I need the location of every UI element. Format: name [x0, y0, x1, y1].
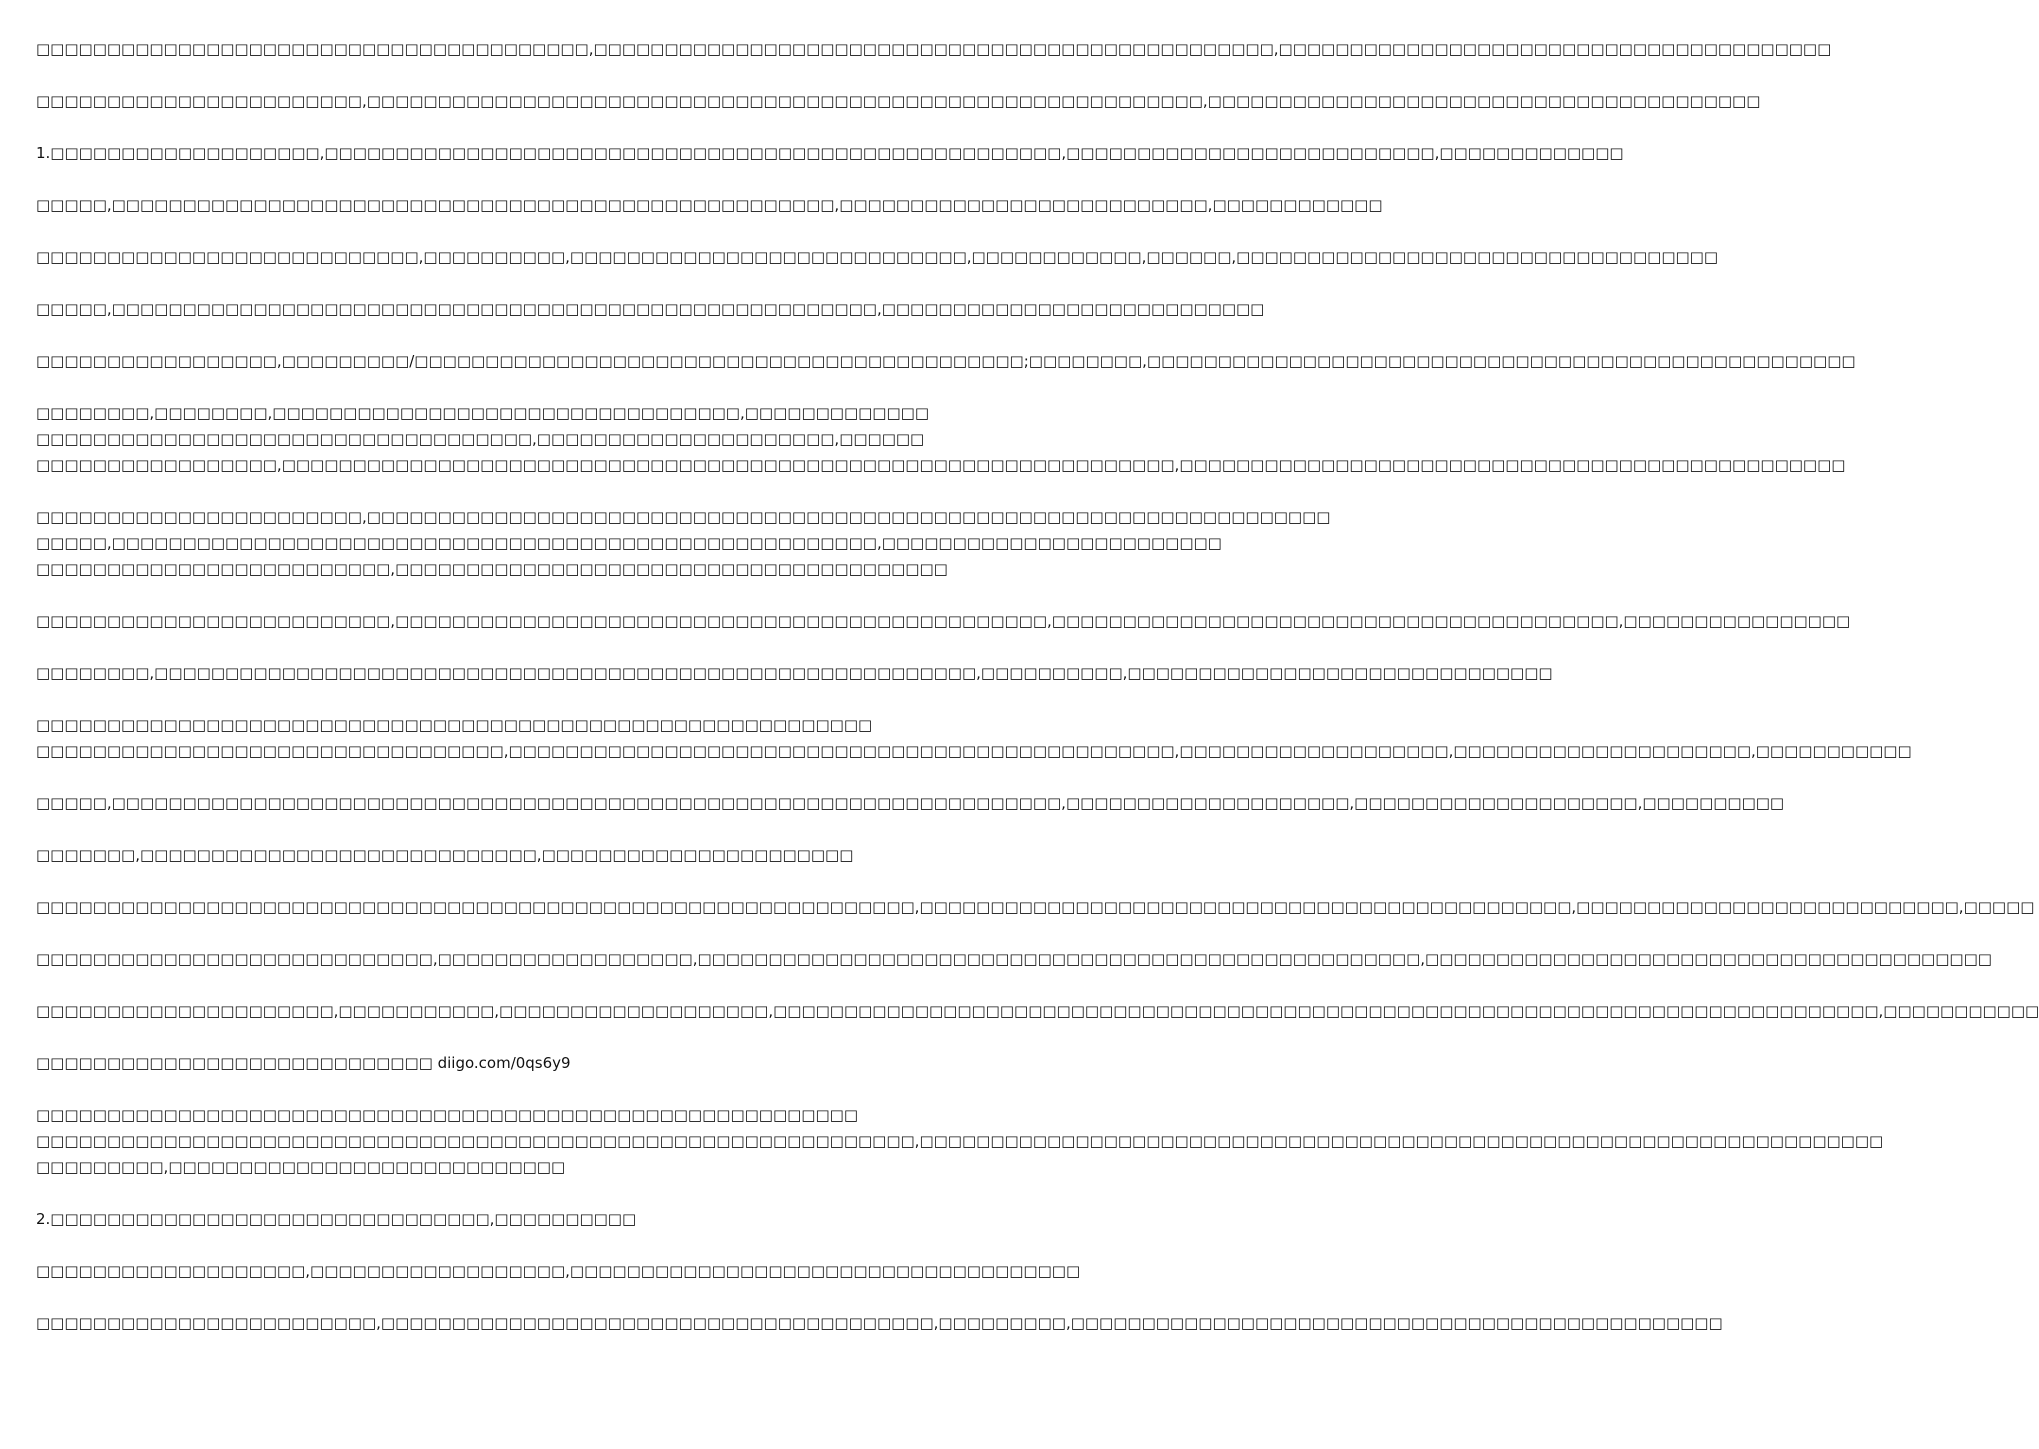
paragraph	[36, 790, 1785, 816]
paragraph	[36, 296, 1265, 322]
text-line: □□□□□,□□□□□□□□□□□□□□□□□□□□□□□□□□□□□□□□□□□□□□□□□□□□□□□□□□□,□□□□□□□□□□□□□□□□□□□□□□□□□□,□□□□□□□□□□□□	[36, 196, 1383, 214]
text-line: □□□□□,□□□□□□□□□□□□□□□□□□□□□□□□□□□□□□□□□□□□□□□□□□□□□□□□□□□□□□,□□□□□□□□□□□□□□□□□□□□□□□□	[36, 534, 1222, 552]
paragraph	[36, 608, 1851, 634]
paragraph	[36, 842, 990, 868]
text-line: □□□□□□□□□□□□□□□□□□□□□□□□□□□□□□□□□,□□□□□□□□□□□□□□□□□□□□□□□□□□□□□□□□□□□□□□□□□□□□□□□,□□□□□□□□□□□□□□□□□□□,□□□□□□□□□□□□□□□□□□□□□,□□□□□□□□□□□	[36, 742, 1912, 760]
paragraph	[36, 946, 1992, 972]
paragraph	[36, 1206, 990, 1232]
text-line: □□□□□□□□□□□□□□□□□□□□□□□,□□□□□□□□□□□□□□□□□□□□□□□□□□□□□□□□□□□□□□□□□□□□□□□□□□□□□□□□□□□,□□□□□□□□□□□□□□□□□□□□□□□□□□□□□□□□□□□□□□□	[36, 92, 1761, 110]
text-line: □□□□□□□□□,□□□□□□□□□□□□□□□□□□□□□□□□□□□□	[36, 1158, 566, 1176]
text-line: □□□□□□□□□□□□□□□□□□□□□□□□,□□□□□□□□□□□□□□□□□□□□□□□□□□□□□□□□□□□□□□□,□□□□□□□□□,□□□□□□□□□□□□□□□□□□□□□□□□□□□□□□□□□□□□□□□□□□□□□□	[36, 1314, 1723, 1332]
paragraph	[36, 504, 1331, 582]
text-line: □□□□□□□□□□□□□□□□□□□□□□□□□□□□□□□□□□□□□□□,□□□□□□□□□□□□□□□□□□□□□□□□□□□□□□□□□□□□□□□□□□□□□□□□,□□□□□□□□□□□□□□□□□□□□□□□□□□□□□□□□□□□□□□□	[36, 40, 1832, 58]
paragraph	[36, 1102, 1884, 1180]
text-line: □□□□□□□□,□□□□□□□□□□□□□□□□□□□□□□□□□□□□□□□□□□□□□□□□□□□□□□□□□□□□□□□□□□,□□□□□□□□□□,□□□□□□□□□□□□□□□□□□□□□□□□□□□□□□	[36, 664, 1553, 682]
paragraph	[36, 36, 1832, 62]
paragraph	[36, 88, 1761, 114]
text-line: □□□□□□□□□□□□□□□□□□□□□□□□□□□□□□□□□□□□□□□□□□□□□□□□□□□□□□□□□□□□□□,□□□□□□□□□□□□□□□□□□□□□□□□□□□□□□□□□□□□□□□□□□□□□□□□□□□□□□□□□□□□□□□□□□□□	[36, 1132, 1884, 1150]
text-line: □□□□□,□□□□□□□□□□□□□□□□□□□□□□□□□□□□□□□□□□□□□□□□□□□□□□□□□□□□□□□□□□□□□□□□□□□,□□□□□□□□□□□□□□□□□□□□,□□□□□□□□□□□□□□□□□□□□,□□□□□□□□□□	[36, 794, 1785, 812]
text-line: □□□□□□□□□□□□□□□□□,□□□□□□□□□/□□□□□□□□□□□□□□□□□□□□□□□□□□□□□□□□□□□□□□□□□□□;□□□□□□□□,□□□□□□□□□□□□□□□□□□□□□□□□□□□□□□□□□□□□□□□□□□□□□□□□□□	[36, 352, 1856, 370]
text-line: □□□□□□□□□□□□□□□□□,□□□□□□□□□□□□□□□□□□□□□□□□□□□□□□□□□□□□□□□□□□□□□□□□□□□□□□□□□□□□□□□,□□□□□□□□□□□□□□□□□□□□□□□□□□□□□□□□□□□□□□□□□□□□□□□	[36, 456, 1846, 474]
paragraph	[36, 1050, 990, 1076]
text-line: 2.□□□□□□□□□□□□□□□□□□□□□□□□□□□□□□□,□□□□□□□□□□	[36, 1210, 637, 1228]
text-line: □□□□□,□□□□□□□□□□□□□□□□□□□□□□□□□□□□□□□□□□□□□□□□□□□□□□□□□□□□□□,□□□□□□□□□□□□□□□□□□□□□□□□□□□	[36, 300, 1265, 318]
text-line: □□□□□□□□□□□□□□□□□□□□□□□□□□□□□□□□□□□□□□□□□□□□□□□□□□□□□□□□□□□□□□,□□□□□□□□□□□□□□□□□□□□□□□□□□□□□□□□□□□□□□□□□□□□□□,□□□□□□□□□□□□□□□□□□□□□□□□□□□,□□□□□	[36, 898, 2035, 916]
text-line: □□□□□□□□□□□□□□□□□□□,□□□□□□□□□□□□□□□□□□,□□□□□□□□□□□□□□□□□□□□□□□□□□□□□□□□□□□□	[36, 1262, 1081, 1280]
text-line: □□□□□□□□□□□□□□□□□□□□□□□□□□□□□□□□□□□□□□□□□□□□□□□□□□□□□□□□□□	[36, 1106, 858, 1124]
paragraph	[36, 244, 1719, 270]
paragraph	[36, 660, 1553, 686]
text-line: □□□□□□□□□□□□□□□□□□□□□□□□□□□□□□□□□□□□□□□□□□□□□□□□□□□□□□□□□□□	[36, 716, 873, 734]
text-line: □□□□□□□□□□□□□□□□□□□□□□□□□,□□□□□□□□□□□□□□□□□□□□□□□□□□□□□□□□□□□□□□□□□□□□□□,□□□□□□□□□□□□□□□□□□□□□□□□□□□□□□□□□□□□□□□□,□□□□□□□□□□□□□□□□	[36, 612, 1851, 630]
paragraph	[36, 998, 2039, 1024]
paragraph	[36, 894, 2035, 920]
paragraph	[36, 140, 1624, 166]
text-line: □□□□□□□□□□□□□□□□□□□□□,□□□□□□□□□□□,□□□□□□□□□□□□□□□□□□□,□□□□□□□□□□□□□□□□□□□□□□□□□□□□□□□□□□□□□□□□□□□□□□□□□□□□□□□□□□□□□□□□□□□□□□□□□□□□□□,□□□□□□□□□□□	[36, 1002, 2039, 1020]
text-line: □□□□□□□□□□□□□□□□□□□□□□□,□□□□□□□□□□□□□□□□□□□□□□□□□□□□□□□□□□□□□□□□□□□□□□□□□□□□□□□□□□□□□□□□□□□□	[36, 508, 1331, 526]
text-line: □□□□□□□□□□□□□□□□□□□□□□□□□□□,□□□□□□□□□□,□□□□□□□□□□□□□□□□□□□□□□□□□□□□,□□□□□□□□□□□□,□□□□□□,□□□□□□□□□□□□□□□□□□□□□□□□□□□□□□□□□□	[36, 248, 1719, 266]
text-line: □□□□□□□□,□□□□□□□□,□□□□□□□□□□□□□□□□□□□□□□□□□□□□□□□□□,□□□□□□□□□□□□□	[36, 404, 929, 422]
paragraph	[36, 712, 1912, 764]
paragraph	[36, 400, 1846, 478]
text-line: □□□□□□□□□□□□□□□□□□□□□□□□□,□□□□□□□□□□□□□□□□□□□□□□□□□□□□□□□□□□□□□□□	[36, 560, 948, 578]
paragraph	[36, 1258, 1081, 1284]
text-line: □□□□□□□,□□□□□□□□□□□□□□□□□□□□□□□□□□□□,□□□□□□□□□□□□□□□□□□□□□□	[36, 846, 854, 864]
paragraph	[36, 348, 1856, 374]
document-page	[36, 36, 2039, 1436]
text-line: □□□□□□□□□□□□□□□□□□□□□□□□□□□□,□□□□□□□□□□□□□□□□□□,□□□□□□□□□□□□□□□□□□□□□□□□□□□□□□□□□□□□□□□□□□□□□□□□□□□,□□□□□□□□□□□□□□□□□□□□□□□□□□□□□□□□□□□□□□□□	[36, 950, 1992, 968]
text-line: □□□□□□□□□□□□□□□□□□□□□□□□□□□□ diigo.com/0qs6y9	[36, 1054, 571, 1072]
text-line: 1.□□□□□□□□□□□□□□□□□□□,□□□□□□□□□□□□□□□□□□□□□□□□□□□□□□□□□□□□□□□□□□□□□□□□□□□□,□□□□□□□□□□□□□□□□□□□□□□□□□□,□□□□□□□□□□□□□	[36, 144, 1624, 162]
paragraph	[36, 192, 1383, 218]
text-line: □□□□□□□□□□□□□□□□□□□□□□□□□□□□□□□□□□□,□□□□□□□□□□□□□□□□□□□□□,□□□□□□	[36, 430, 925, 448]
paragraph	[36, 1310, 1723, 1336]
